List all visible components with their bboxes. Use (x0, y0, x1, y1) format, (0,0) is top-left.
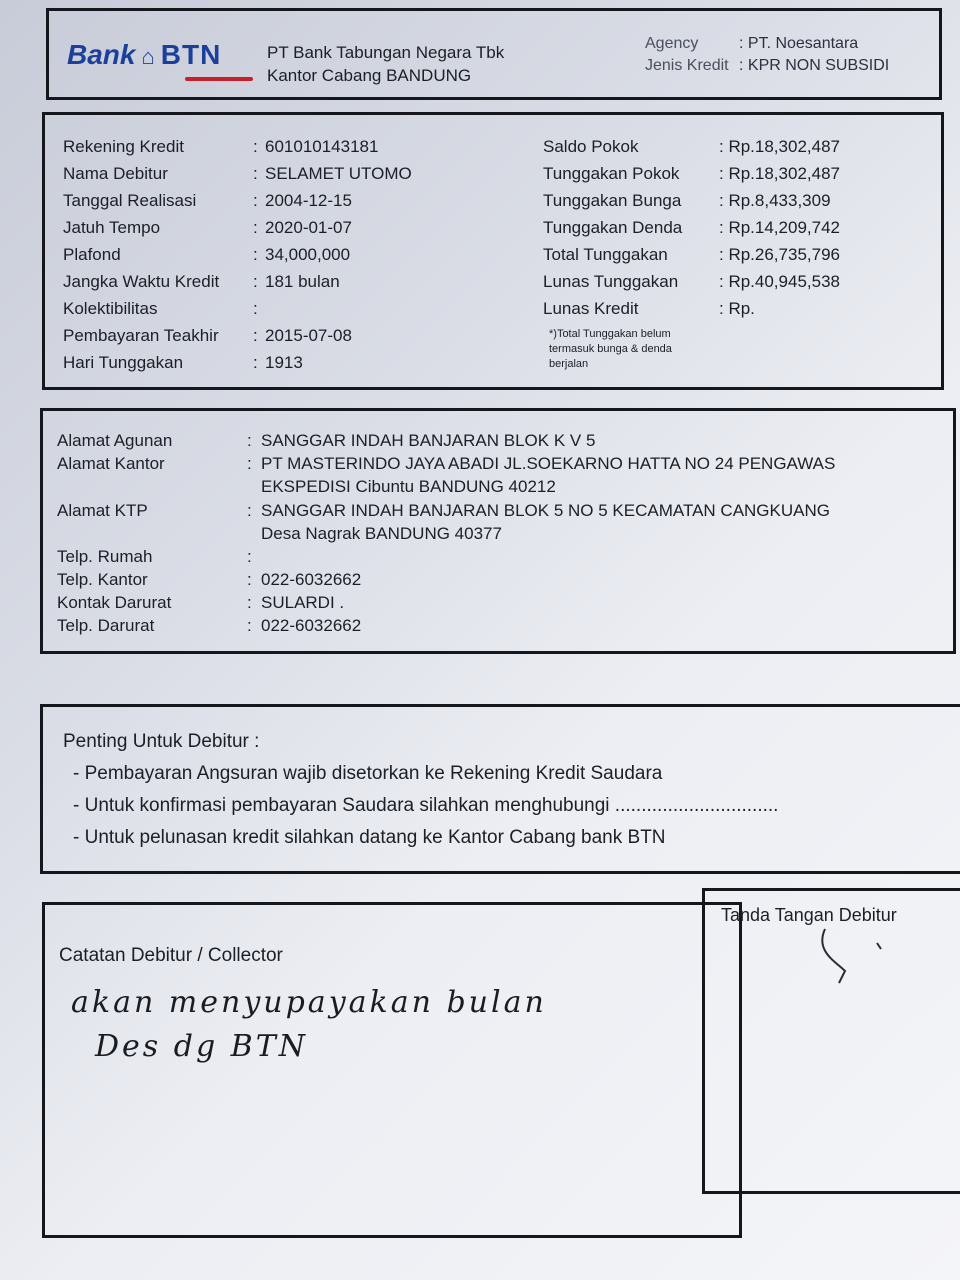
row-alamat-kantor: Alamat Kantor : PT MASTERINDO JAYA ABADI JL.SOEKARNO HATTA NO 24 PENGAWAS (57, 454, 836, 473)
signature-title: Tanda Tangan Debitur (721, 905, 897, 925)
total-tunggakan-footnote: *)Total Tunggakan belum termasuk bunga & denda berjalan (549, 328, 672, 370)
row-alamat-ktp: Alamat KTP : SANGGAR INDAH BANJARAN BLOK 5 NO 5 KECAMATAN CANGKUANG (57, 501, 830, 520)
row-rekening-kredit: Rekening Kredit : 601010143181 (63, 137, 379, 156)
row-tunggakan-denda: Tunggakan Denda : Rp.14,209,742 (543, 218, 840, 237)
row-hari-tunggakan: Hari Tunggakan : 1913 (63, 353, 303, 372)
row-kolektibilitas: Kolektibilitas : (63, 299, 258, 318)
jenis-kredit-label: Jenis Kredit (645, 57, 729, 74)
agency-block (645, 33, 889, 77)
logo-btn-text: BTN (160, 39, 222, 70)
row-jatuh-tempo: Jatuh Tempo : 2020-01-07 (63, 218, 352, 237)
notes-title: Catatan Debitur / Collector (59, 945, 283, 966)
agency-label: Agency (645, 35, 699, 52)
row-total-tunggakan: Total Tunggakan : Rp.26,735,796 (543, 245, 840, 264)
agency-value: : PT. Noesantara (739, 35, 859, 52)
row-kontak-darurat: Kontak Darurat : SULARDI . (57, 593, 345, 612)
row-plafond: Plafond : 34,000,000 (63, 245, 351, 264)
handwritten-note-line-2: Des dg BTN (95, 1029, 308, 1064)
alamat-kantor-continued: EKSPEDISI Cibuntu BANDUNG 40212 (261, 477, 556, 496)
row-jangka-waktu: Jangka Waktu Kredit : 181 bulan (63, 272, 340, 291)
notice-box (40, 704, 960, 874)
logo-bank-text: Bank (67, 39, 136, 70)
row-tanggal-realisasi: Tanggal Realisasi : 2004-12-15 (63, 191, 352, 210)
row-nama-debitur: Nama Debitur : SELAMET UTOMO (63, 164, 412, 183)
alamat-ktp-continued: Desa Nagrak BANDUNG 40377 (261, 524, 502, 543)
jenis-kredit-value: : KPR NON SUBSIDI (739, 57, 890, 74)
logo-swoosh (185, 77, 253, 81)
row-alamat-agunan: Alamat Agunan : SANGGAR INDAH BANJARAN BLOK K V 5 (57, 431, 596, 450)
row-telp-darurat: Telp. Darurat : 022-6032662 (57, 616, 362, 635)
row-saldo-pokok: Saldo Pokok : Rp.18,302,487 (543, 137, 840, 156)
row-telp-rumah: Telp. Rumah : (57, 547, 252, 566)
notice-item-2: - Untuk konfirmasi pembayaran Saudara silahkan menghubungi ............................... (73, 795, 779, 816)
row-lunas-kredit: Lunas Kredit : Rp. (543, 299, 755, 318)
row-pembayaran-terakhir: Pembayaran Teakhir : 2015-07-08 (63, 326, 352, 345)
bank-btn-logo (67, 39, 221, 71)
row-tunggakan-pokok: Tunggakan Pokok : Rp.18,302,487 (543, 164, 840, 183)
signature-box (702, 888, 960, 1194)
header-box (46, 8, 942, 100)
house-icon: ⌂ (141, 44, 155, 69)
notice-title: Penting Untuk Debitur : (63, 731, 260, 752)
row-tunggakan-bunga: Tunggakan Bunga : Rp.8,433,309 (543, 191, 831, 210)
notice-item-1: - Pembayaran Angsuran wajib disetorkan ke Rekening Kredit Saudara (73, 763, 663, 784)
notice-item-3: - Untuk pelunasan kredit silahkan datang ke Kantor Cabang bank BTN (73, 827, 666, 848)
row-telp-kantor: Telp. Kantor : 022-6032662 (57, 570, 362, 589)
branch-name: Kantor Cabang BANDUNG (267, 66, 472, 85)
signature-mark (805, 921, 895, 991)
address-box (40, 408, 956, 654)
notes-box (42, 902, 742, 1238)
row-lunas-tunggakan: Lunas Tunggakan : Rp.40,945,538 (543, 272, 840, 291)
company-name: PT Bank Tabungan Negara Tbk (267, 43, 505, 62)
header-company-block (267, 41, 504, 87)
account-details-box (42, 112, 944, 390)
handwritten-note-line-1: akan menyupayakan bulan (71, 985, 547, 1020)
